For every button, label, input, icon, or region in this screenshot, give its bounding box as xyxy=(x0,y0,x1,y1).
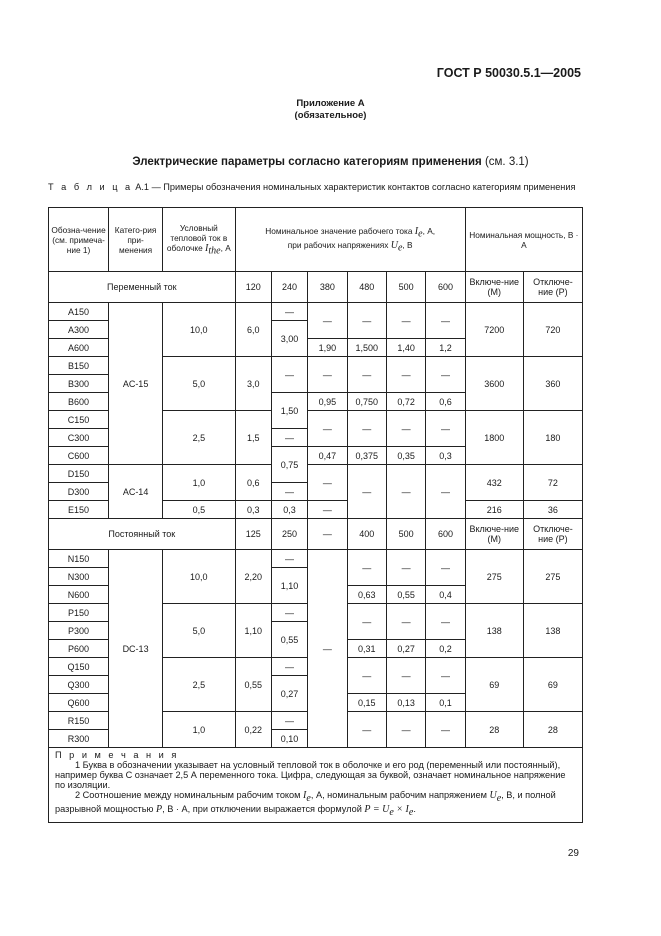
head-thermal-symbol: I xyxy=(205,242,209,254)
note-2-text: 2 Соотношение между номинальным рабочим током xyxy=(75,790,304,800)
thermal-current-cell: 1,0 xyxy=(163,712,236,748)
dc-voltage: 250 xyxy=(271,519,307,550)
current-cell: 1,10 xyxy=(271,568,307,604)
current-cell: — xyxy=(426,550,465,586)
current-cell: 3,00 xyxy=(271,321,307,357)
designation-cell: P150 xyxy=(49,604,109,622)
ac-break-label: Отключе-ние (Р) xyxy=(523,272,582,303)
current-cell: 1,5 xyxy=(235,411,271,465)
current-cell: 6,0 xyxy=(235,303,271,357)
current-cell: 0,3 xyxy=(426,447,465,465)
power-break-cell: 360 xyxy=(523,357,582,411)
current-cell: 1,10 xyxy=(235,604,271,658)
section-title xyxy=(0,156,661,168)
current-cell: — xyxy=(386,411,425,447)
ratings-table xyxy=(48,207,583,823)
current-cell: 0,4 xyxy=(426,586,465,604)
current-cell: 0,31 xyxy=(347,640,386,658)
current-cell: — xyxy=(386,658,425,694)
designation-cell: N150 xyxy=(49,550,109,568)
current-cell: 3,0 xyxy=(235,357,271,411)
dc-break-label: Отключе-ние (Р) xyxy=(523,519,582,550)
head-designation: Обозна-чение (см. примеча-ние 1) xyxy=(49,208,109,272)
note-2-sub: e xyxy=(408,806,414,818)
note-2-formula: P = U xyxy=(364,803,390,815)
thermal-current-cell: 5,0 xyxy=(163,604,236,658)
current-cell: 1,2 xyxy=(426,339,465,357)
notes-row xyxy=(49,748,583,823)
designation-cell: N600 xyxy=(49,586,109,604)
current-cell: 0,1 xyxy=(426,694,465,712)
designation-cell: R300 xyxy=(49,730,109,748)
designation-cell: N300 xyxy=(49,568,109,586)
designation-cell: A600 xyxy=(49,339,109,357)
ac-voltage: 120 xyxy=(235,272,271,303)
annex-title: Приложение А xyxy=(296,98,365,109)
category-cell: AC-15 xyxy=(109,303,163,465)
note-2-text: , В, и полной разрывной мощностью xyxy=(55,790,556,814)
current-cell: 0,6 xyxy=(235,465,271,501)
current-cell: 0,95 xyxy=(308,393,347,411)
current-cell: 0,55 xyxy=(386,586,425,604)
note-1: 1 Буква в обозначении указывает на условный тепловой ток в оболочке и его род (переменный или постоянный), например буква С означает 2,5 А переменного тока. Цифра, следующая за буквой, означает номинальное напряжение по изоляции. xyxy=(55,760,566,790)
designation-cell: B150 xyxy=(49,357,109,375)
current-cell: — xyxy=(271,712,307,730)
note-2-symbol: I xyxy=(303,790,307,801)
current-cell: 1,500 xyxy=(347,339,386,357)
current-cell: 2,20 xyxy=(235,550,271,604)
current-cell: — xyxy=(426,604,465,640)
ac-make-label: Включе-ние (М) xyxy=(465,272,523,303)
current-cell: — xyxy=(271,658,307,676)
document-header: ГОСТ Р 50030.5.1—2005 xyxy=(436,66,581,80)
designation-cell: Q150 xyxy=(49,658,109,676)
current-cell: — xyxy=(308,465,347,501)
current-cell: 1,40 xyxy=(386,339,425,357)
current-cell: — xyxy=(386,465,425,519)
designation-cell: C150 xyxy=(49,411,109,429)
designation-cell: D150 xyxy=(49,465,109,483)
current-cell: 0,3 xyxy=(271,501,307,519)
current-cell: 0,47 xyxy=(308,447,347,465)
current-cell: 0,10 xyxy=(271,730,307,748)
power-make-cell: 7200 xyxy=(465,303,523,357)
head-voltage-sub: e xyxy=(397,242,403,254)
head-voltage-text: при рабочих напряжениях xyxy=(287,239,389,250)
ac-voltage: 500 xyxy=(386,272,425,303)
current-cell: — xyxy=(426,658,465,694)
thermal-current-cell: 5,0 xyxy=(163,357,236,411)
head-current-unit: , А, xyxy=(422,225,436,236)
table-row xyxy=(49,465,583,483)
dc-voltage: — xyxy=(308,519,347,550)
power-break-cell: 69 xyxy=(523,658,582,712)
current-cell: 0,55 xyxy=(235,658,271,712)
table-caption xyxy=(48,182,588,193)
power-make-cell: 28 xyxy=(465,712,523,748)
dc-voltage: 600 xyxy=(426,519,465,550)
dc-make-label: Включе-ние (М) xyxy=(465,519,523,550)
current-cell: 0,63 xyxy=(347,586,386,604)
current-cell: 1,90 xyxy=(308,339,347,357)
head-voltage-unit: , В xyxy=(402,239,413,250)
designation-cell: E150 xyxy=(49,501,109,519)
table-head-row xyxy=(49,208,583,272)
current-cell: — xyxy=(271,429,307,447)
current-cell: — xyxy=(347,411,386,447)
current-cell: — xyxy=(347,303,386,339)
head-thermal-sub: the xyxy=(208,245,221,257)
designation-cell: Q300 xyxy=(49,676,109,694)
head-current-sub: e xyxy=(418,228,423,240)
dc-label: Постоянный ток xyxy=(49,519,236,550)
designation-cell: P300 xyxy=(49,622,109,640)
table-caption-label: Т а б л и ц а xyxy=(48,182,133,192)
ac-voltage: 600 xyxy=(426,272,465,303)
note-2-text: . xyxy=(413,803,416,814)
note-2-sub: e xyxy=(389,806,394,818)
designation-cell: Q600 xyxy=(49,694,109,712)
current-cell: — xyxy=(386,712,425,748)
power-break-cell: 275 xyxy=(523,550,582,604)
current-cell: 0,22 xyxy=(235,712,271,748)
thermal-current-cell: 2,5 xyxy=(163,411,236,465)
current-cell: — xyxy=(386,604,425,640)
power-make-cell: 138 xyxy=(465,604,523,658)
note-2-text: , А, номинальным рабочим напряжением xyxy=(310,790,490,800)
power-make-cell: 3600 xyxy=(465,357,523,411)
designation-cell: B300 xyxy=(49,375,109,393)
note-2-sub: e xyxy=(306,792,311,804)
current-cell: — xyxy=(308,550,347,748)
head-rated-current xyxy=(235,208,465,272)
note-2-symbol: U xyxy=(489,790,497,801)
designation-cell: D300 xyxy=(49,483,109,501)
head-rated-power: Номинальная мощность, В · А xyxy=(465,208,582,272)
power-break-cell: 720 xyxy=(523,303,582,357)
power-break-cell: 180 xyxy=(523,411,582,465)
power-make-cell: 432 xyxy=(465,465,523,501)
current-cell: 0,3 xyxy=(235,501,271,519)
current-cell: — xyxy=(271,483,307,501)
dc-voltage: 500 xyxy=(386,519,425,550)
current-cell: 0,35 xyxy=(386,447,425,465)
head-thermal-current xyxy=(163,208,236,272)
designation-cell: B600 xyxy=(49,393,109,411)
category-cell: DC-13 xyxy=(109,550,163,748)
thermal-current-cell: 1,0 xyxy=(163,465,236,501)
note-2-sub: e xyxy=(496,792,502,804)
current-cell: 0,27 xyxy=(386,640,425,658)
head-current-text: Номинальное значение рабочего тока xyxy=(265,225,413,236)
table-caption-text: А.1 — Примеры обозначения номинальных характеристик контактов согласно категориям применения xyxy=(132,182,576,192)
current-cell: 0,75 xyxy=(271,447,307,483)
designation-cell: A150 xyxy=(49,303,109,321)
notes-cell xyxy=(49,748,583,823)
current-cell: — xyxy=(271,550,307,568)
head-thermal-unit: , А xyxy=(220,242,231,253)
dc-voltage: 125 xyxy=(235,519,271,550)
current-cell: — xyxy=(347,357,386,393)
current-cell: 0,375 xyxy=(347,447,386,465)
page-number: 29 xyxy=(567,848,579,859)
power-break-cell: 138 xyxy=(523,604,582,658)
designation-cell: P600 xyxy=(49,640,109,658)
current-cell: 0,6 xyxy=(426,393,465,411)
head-voltage-symbol: U xyxy=(390,239,398,251)
ac-header-row xyxy=(49,272,583,303)
designation-cell: A300 xyxy=(49,321,109,339)
head-thermal-text: Условный тепловой ток в оболочке xyxy=(166,222,228,253)
table-row xyxy=(49,550,583,568)
thermal-current-cell: 0,5 xyxy=(163,501,236,519)
current-cell: — xyxy=(347,712,386,748)
note-2-text: , В · А, при отключении выражается формулой xyxy=(162,803,365,814)
annex-heading xyxy=(0,98,661,122)
power-make-cell: 69 xyxy=(465,658,523,712)
power-make-cell: 216 xyxy=(465,501,523,519)
current-cell: — xyxy=(386,357,425,393)
note-2-symbol: P xyxy=(156,803,163,815)
current-cell: — xyxy=(308,303,347,339)
section-title-main: Электрические параметры согласно категориям применения xyxy=(132,156,482,168)
current-cell: 1,50 xyxy=(271,393,307,429)
thermal-current-cell: 10,0 xyxy=(163,550,236,604)
power-break-cell: 28 xyxy=(523,712,582,748)
dc-header-row xyxy=(49,519,583,550)
current-cell: 0,15 xyxy=(347,694,386,712)
annex-status: (обязательное) xyxy=(294,110,367,121)
current-cell: — xyxy=(308,501,347,519)
current-cell: — xyxy=(386,550,425,586)
current-cell: 0,72 xyxy=(386,393,425,411)
current-cell: — xyxy=(271,303,307,321)
current-cell: 0,27 xyxy=(271,676,307,712)
dc-voltage: 400 xyxy=(347,519,386,550)
category-cell: AC-14 xyxy=(109,465,163,519)
designation-cell: C300 xyxy=(49,429,109,447)
current-cell: — xyxy=(347,604,386,640)
current-cell: 0,13 xyxy=(386,694,425,712)
head-current-symbol: I xyxy=(414,225,419,237)
section-title-ref: (см. 3.1) xyxy=(481,156,529,168)
note-2-formula: × I xyxy=(393,803,409,815)
current-cell: 0,2 xyxy=(426,640,465,658)
current-cell: — xyxy=(386,303,425,339)
current-cell: — xyxy=(347,658,386,694)
ac-voltage: 480 xyxy=(347,272,386,303)
power-break-cell: 36 xyxy=(523,501,582,519)
ac-label: Переменный ток xyxy=(49,272,236,303)
designation-cell: C600 xyxy=(49,447,109,465)
ac-voltage: 240 xyxy=(271,272,307,303)
designation-cell: R150 xyxy=(49,712,109,730)
power-break-cell: 72 xyxy=(523,465,582,501)
current-cell: — xyxy=(426,712,465,748)
current-cell: — xyxy=(308,357,347,393)
head-category: Катего-рия при-менения xyxy=(109,208,163,272)
current-cell: 0,750 xyxy=(347,393,386,411)
thermal-current-cell: 2,5 xyxy=(163,658,236,712)
current-cell: — xyxy=(308,411,347,447)
current-cell: — xyxy=(426,465,465,519)
current-cell: — xyxy=(347,550,386,586)
power-make-cell: 275 xyxy=(465,550,523,604)
notes-label: П р и м е ч а н и я xyxy=(55,750,179,760)
table-row xyxy=(49,303,583,321)
current-cell: — xyxy=(347,465,386,519)
current-cell: — xyxy=(271,604,307,622)
note-2 xyxy=(55,790,576,818)
current-cell: — xyxy=(271,357,307,393)
current-cell: — xyxy=(426,411,465,447)
current-cell: — xyxy=(426,357,465,393)
current-cell: 0,55 xyxy=(271,622,307,658)
current-cell: — xyxy=(426,303,465,339)
power-make-cell: 1800 xyxy=(465,411,523,465)
ac-voltage: 380 xyxy=(308,272,347,303)
thermal-current-cell: 10,0 xyxy=(163,303,236,357)
